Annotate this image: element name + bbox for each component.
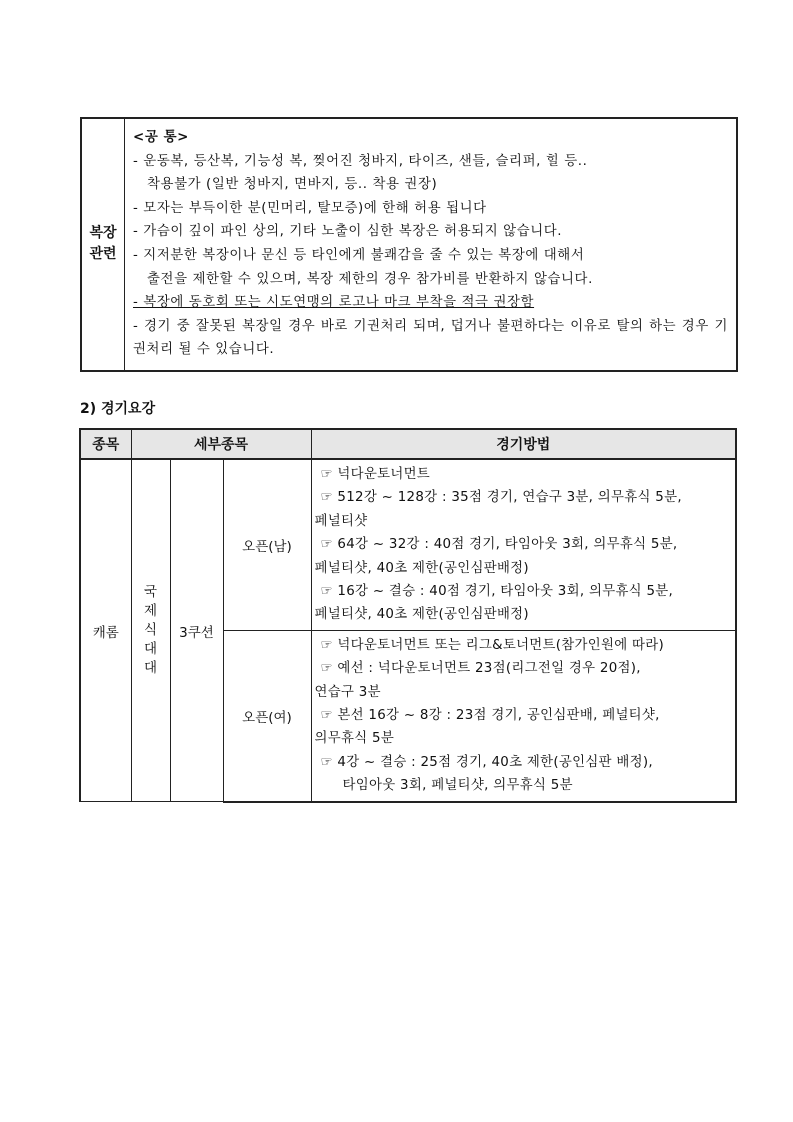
method-cell-women [311, 630, 736, 801]
method-line: 페널티샷, 40초 제한(공인심판배정) [314, 560, 529, 576]
discipline-cell: 3쿠션 [170, 459, 223, 802]
method-line: ☞ 4강 ~ 결승 : 25점 경기, 40초 제한(공인심판 배정), [320, 754, 653, 770]
table-header-row [80, 429, 736, 459]
header-method: 경기방법 [311, 429, 736, 459]
method-cell-men [311, 459, 736, 630]
category-char: 국 [143, 584, 158, 601]
method-line: ☞ 512강 ~ 128강 : 35점 경기, 연습구 3분, 의무휴식 5분, [320, 490, 682, 506]
method-line: 의무휴식 5분 [314, 731, 395, 747]
category-char: 식 [143, 622, 158, 639]
dress-label-line2: 관련 [89, 246, 117, 263]
method-line: 페널티샷 [314, 513, 368, 529]
table-row [80, 459, 736, 630]
dress-rule: - 운동복, 등산복, 기능성 복, 찢어진 청바지, 타이즈, 샌들, 슬리퍼, 힐 등.. [133, 153, 588, 169]
dress-rule: - 지저분한 복장이나 문신 등 타인에게 불쾌감을 줄 수 있는 복장에 대해서 [133, 247, 585, 263]
dress-code-content [125, 118, 738, 371]
method-line: 연습구 3분 [314, 684, 381, 700]
section-title: 2) 경기요강 [80, 401, 156, 417]
method-line: ☞ 본선 16강 ~ 8강 : 23점 경기, 공인심판배, 페널티샷, [320, 708, 660, 724]
header-event: 종목 [80, 429, 131, 459]
method-line: ☞ 64강 ~ 32강 : 40점 경기, 타임아웃 3회, 의무휴식 5분, [320, 537, 678, 553]
dress-rule: 착용불가 (일반 청바지, 면바지, 등.. 착용 권장) [147, 177, 438, 193]
method-line: ☞ 넉다운토너먼트 [320, 467, 431, 482]
dress-rule: - 경기 중 잘못된 복장일 경우 바로 기권처리 되며, 덥거나 불편하다는 이유로 탈의 하는 경우 기권처리 될 수 있습니다. [133, 318, 728, 358]
dress-rule: 출전을 제한할 수 있으며, 복장 제한의 경우 참가비를 반환하지 않습니다. [147, 271, 593, 287]
method-line: 타임아웃 3회, 페널티샷, 의무휴식 5분 [342, 778, 573, 794]
dress-label-line1: 복장 [89, 225, 117, 242]
category-char: 대 [143, 660, 158, 677]
dress-rule-recommended: - 복장에 동호회 또는 시도연맹의 로고나 마크 부착을 적극 권장함 [133, 295, 535, 311]
dress-rule: - 가슴이 깊이 파인 상의, 기타 노출이 심한 복장은 허용되지 않습니다. [133, 224, 563, 240]
division-cell-women: 오픈(여) [223, 630, 311, 801]
dress-code-table [80, 117, 738, 372]
method-line: ☞ 16강 ~ 결승 : 40점 경기, 타임아웃 3회, 의무휴식 5분, [320, 584, 674, 600]
division-cell-men: 오픈(남) [223, 459, 311, 630]
method-line: 페널티샷, 40초 제한(공인심판배정) [314, 607, 529, 623]
header-sub-event: 세부종목 [131, 429, 311, 459]
method-line: ☞ 예선 : 넉다운토너먼트 23점(리그전일 경우 20점), [320, 661, 641, 677]
category-char: 대 [143, 641, 158, 658]
category-char: 제 [143, 603, 158, 620]
dress-rule: - 모자는 부득이한 분(민머리, 탈모증)에 한해 허용 됩니다 [133, 200, 487, 216]
method-line: ☞ 넉다운토너먼트 또는 리그&토너먼트(참가인원에 따라) [320, 637, 665, 653]
dress-heading: <공 통> [133, 130, 189, 145]
dress-code-label [81, 118, 125, 371]
event-cell: 캐롬 [80, 459, 131, 802]
category-cell [131, 459, 170, 802]
match-rules-table [79, 428, 737, 803]
